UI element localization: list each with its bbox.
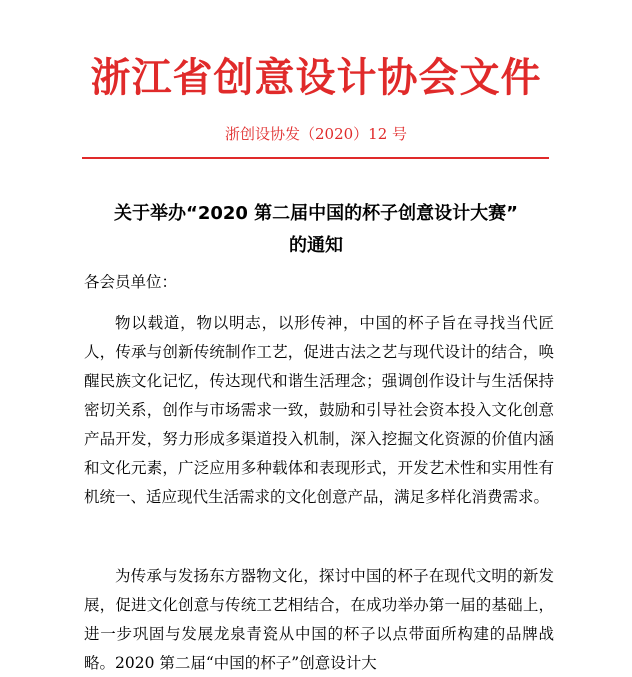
document-number: 浙创设协发（2020）12 号: [224, 125, 408, 143]
header-divider: [82, 157, 549, 159]
org-header-title: 浙江省创意设计协会文件: [90, 55, 542, 101]
body-paragraph-2: 为传承与发扬东方器物文化，探讨中国的杯子在现代文明的新发展，促进文化创意与传统工艺相结合，在成功举办第一届的基础上，进一步巩固与发展龙泉青瓷从中国的杯子以点带面所构建的品牌战略。2020 第二届“中国的杯子”创意设计大: [84, 567, 554, 672]
notice-title-line-2: 的通知: [289, 235, 343, 256]
notice-title-line-1: 关于举办“2020 第二届中国的杯子创意设计大赛”: [113, 203, 519, 224]
body-paragraph-1: 物以载道，物以明志，以形传神，中国的杯子旨在寻找当代匠人，传承与创新传统制作工艺，促进古法之艺与现代设计的结合，唤醒民族文化记忆，传达现代和谐生活理念；强调创作设计与生活保持密切关系，创作与市场需求一致，鼓励和引导社会资本投入文化创意产品开发，努力形成多渠道投入机制，深入挖掘文化资源的价值内涵和文化元素，广泛应用多种载体和表现形式，开发艺术性和实用性有机统一、适应现代生活需求的文化创意产品，满足多样化消费需求。: [84, 314, 554, 506]
recipient-salutation: 各会员单位：: [84, 273, 178, 291]
notice-title: [60, 198, 572, 262]
